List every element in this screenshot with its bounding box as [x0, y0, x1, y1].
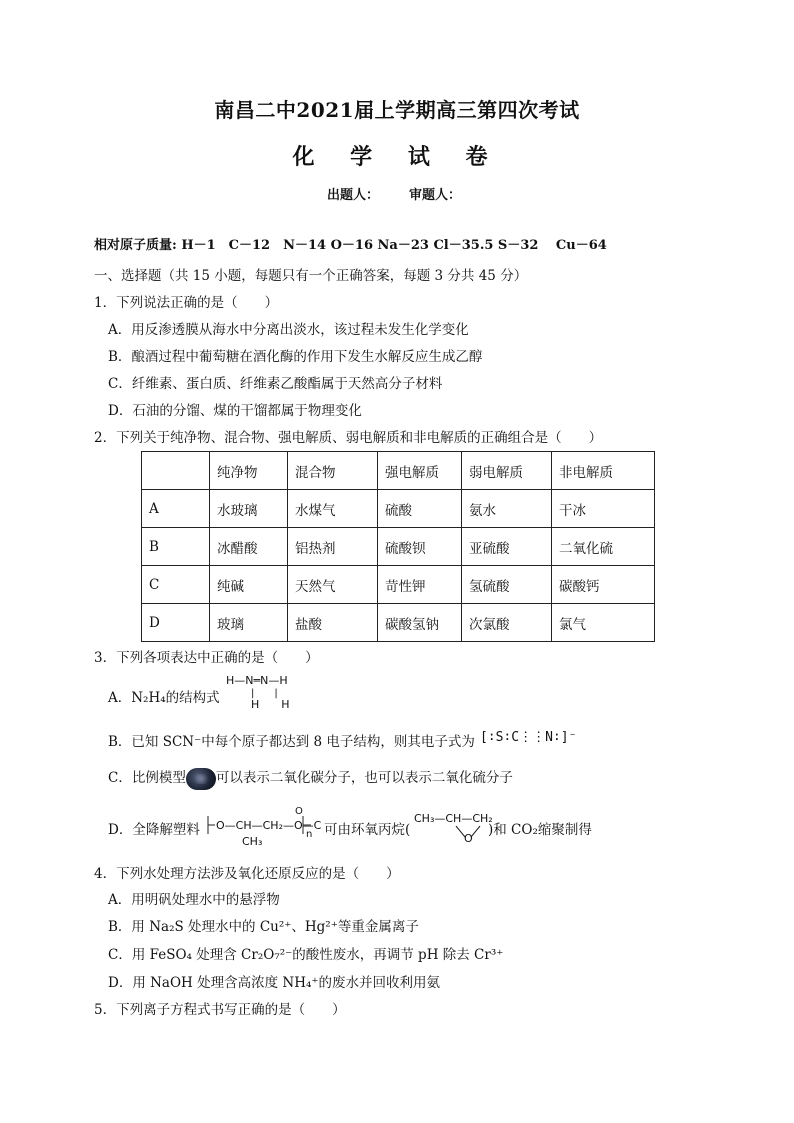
q3-stem: 3．下列各项表达中正确的是（ ） [94, 650, 319, 666]
table-row [142, 604, 655, 642]
epoxide-ring-graphic [414, 812, 490, 846]
table-cell: 冰醋酸 [210, 528, 288, 566]
table-row [142, 566, 655, 604]
table-header-cell: 混合物 [288, 452, 378, 490]
q1-option-a: A．用反渗透膜从海水中分离出淡水，该过程未发生化学变化 [108, 322, 469, 338]
q3-option-b: B．已知 SCN⁻中每个原子都达到 8 电子结构，则其电子式为 [108, 734, 475, 750]
exam-subtitle: 化 学 试 卷 [292, 144, 502, 170]
epoxypropane-chain: CH₃—CH—CH₂ [414, 812, 493, 825]
table-cell: 次氯酸 [462, 604, 552, 642]
q3-c-label: C．比例模型 [108, 770, 186, 786]
table-row [142, 528, 655, 566]
table-cell: 硫酸 [378, 490, 462, 528]
table-cell: 二氧化硫 [552, 528, 655, 566]
q1-option-b: B．酿酒过程中葡萄糖在酒化酶的作用下发生水解反应生成乙醇 [108, 349, 483, 365]
n2h4-structure-top: H—N═N—H [226, 674, 288, 687]
table-cell: 氨水 [462, 490, 552, 528]
q3-option-c [108, 766, 513, 790]
atomic-masses: 相对原子质量: H－1 C－12 N－14 O－16 Na－23 Cl－35.5 S－32 Cu－64 [94, 238, 607, 253]
q4-option-b: B．用 Na₂S 处理水中的 Cu²⁺、Hg²⁺等重金属离子 [108, 919, 419, 935]
table-cell: 水玻璃 [210, 490, 288, 528]
q1-option-d: D．石油的分馏、煤的干馏都属于物理变化 [108, 403, 362, 419]
table-header-cell [142, 452, 210, 490]
table-cell: 碳酸钙 [552, 566, 655, 604]
table-cell: 天然气 [288, 566, 378, 604]
q1-stem: 1．下列说法正确的是（ ） [94, 295, 279, 311]
table-cell: 硫酸钡 [378, 528, 462, 566]
n2h4-structure-bottom: H H [251, 698, 290, 711]
table-header-cell: 强电解质 [378, 452, 462, 490]
reviewer-label: 审题人： [409, 188, 462, 203]
table-cell: B [142, 528, 210, 566]
table-cell: 亚硫酸 [462, 528, 552, 566]
q3-d-middle: 可由环氧丙烷( [324, 822, 411, 838]
section-heading: 一、选择题（共 15 小题，每题只有一个正确答案，每题 3 分共 45 分） [94, 268, 528, 284]
author-label: 出题人： [327, 188, 380, 203]
polymer-structure [205, 806, 322, 852]
table-cell: 氯气 [552, 604, 655, 642]
q2-stem: 2．下列关于纯净物、混合物、强电解质、弱电解质和非电解质的正确组合是（ ） [94, 430, 603, 446]
table-header-cell: 弱电解质 [462, 452, 552, 490]
table-header-row [142, 452, 655, 490]
table-header-cell: 非电解质 [552, 452, 655, 490]
table-cell: 盐酸 [288, 604, 378, 642]
table-cell: 铝热剂 [288, 528, 378, 566]
q5-stem: 5．下列离子方程式书写正确的是（ ） [94, 1002, 346, 1018]
q2-table [141, 451, 655, 642]
table-cell: 纯碱 [210, 566, 288, 604]
table-cell: A [142, 490, 210, 528]
table-cell: 氢硫酸 [462, 566, 552, 604]
q3-c-text: 可以表示二氧化碳分子，也可以表示二氧化硫分子 [215, 770, 513, 786]
q4-option-d: D．用 NaOH 处理含高浓度 NH₄⁺的废水并回收利用氨 [108, 975, 441, 991]
q3-d-after: )和 CO₂缩聚制得 [488, 822, 592, 838]
authors-line [327, 184, 461, 203]
epoxide-o: O [464, 832, 473, 845]
polymer-chain: O—CH—CH₂—O—C [216, 819, 322, 832]
q4-option-a: A．用明矾处理水中的悬浮物 [108, 892, 280, 908]
polymer-methyl: CH₃ [242, 835, 263, 848]
epoxypropane-structure [414, 812, 493, 846]
table-cell: 水煤气 [288, 490, 378, 528]
exam-title: 南昌二中2021届上学期高三第四次考试 [214, 98, 580, 122]
table-cell: C [142, 566, 210, 604]
q3-option-a: A．N₂H₄的结构式 [108, 690, 220, 706]
table-cell: 碳酸氢钠 [378, 604, 462, 642]
table-header-cell: 纯净物 [210, 452, 288, 490]
q4-stem: 4．下列水处理方法涉及氧化还原反应的是（ ） [94, 866, 400, 882]
space-filling-model-image [186, 768, 216, 790]
q1-option-c: C．纤维素、蛋白质、纤维素乙酸酯属于天然高分子材料 [108, 376, 443, 392]
table-cell: 玻璃 [210, 604, 288, 642]
q3-option-d-label: D．全降解塑料 [108, 822, 200, 838]
scn-electron-formula: [∶S∶C⋮⋮N∶]⁻ [480, 730, 577, 745]
n2h4-bond-marks: | | [251, 688, 278, 699]
table-cell: 干冰 [552, 490, 655, 528]
polymer-carbonyl-o: O [295, 806, 303, 817]
table-row [142, 490, 655, 528]
table-cell: D [142, 604, 210, 642]
q4-option-c: C．用 FeSO₄ 处理含 Cr₂O₇²⁻的酸性废水，再调节 pH 除去 Cr³⁺ [108, 947, 504, 963]
table-cell: 苛性钾 [378, 566, 462, 604]
polymer-n: n [306, 829, 313, 840]
